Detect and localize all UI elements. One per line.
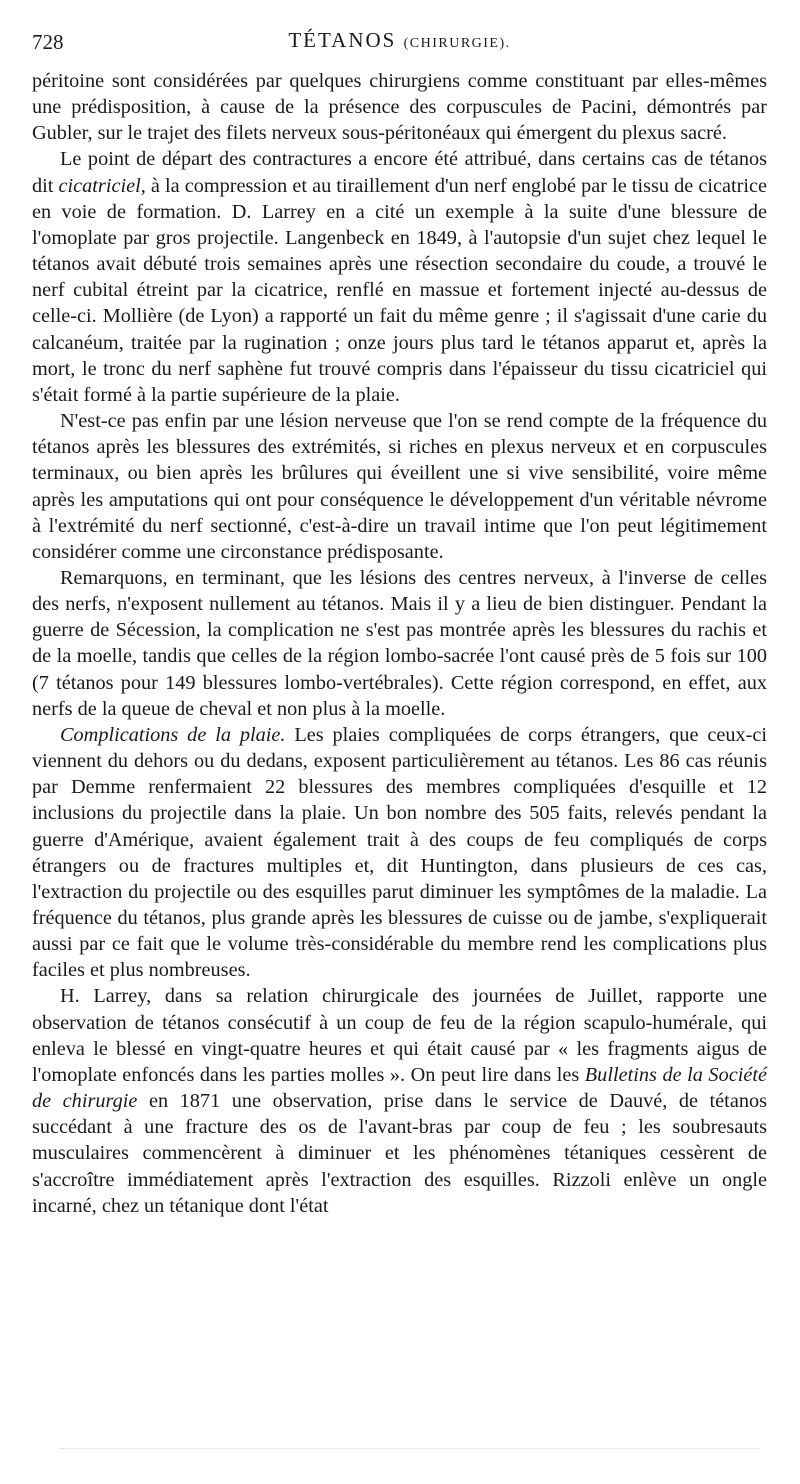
italic-text: cicatriciel, bbox=[58, 174, 146, 197]
paragraph bbox=[32, 565, 767, 722]
body-text bbox=[32, 68, 767, 1219]
running-title bbox=[32, 28, 767, 53]
text-run: péritoine sont considérées par quelques chirurgiens comme constituant par elles-mêmes une prédisposition, à cause de la présence des corpuscules de Pacini, démontrés par Gubler, sur le trajet des filets nerveux sous-péritonéaux qui émergent du plexus sacré. bbox=[32, 70, 767, 145]
paragraph bbox=[32, 146, 767, 408]
text-run: H. Larrey, dans sa relation chirurgicale des journées de Juillet, rapporte une observation de tétanos consécutif à un coup de feu de la région scapulo-humérale, qui enleva le blessé en vingt-quatre heures et qui était causé par « les fragments aigus de l'omoplate enfoncés dans les parties molles ». On peut lire dans les bbox=[32, 985, 767, 1086]
paragraph bbox=[32, 68, 767, 146]
footer-rule bbox=[60, 1440, 760, 1449]
running-title-sub: (CHIRURGIE). bbox=[403, 36, 511, 51]
italic-text: Bulletins de la Société de chirurgie bbox=[32, 1063, 767, 1113]
paragraph bbox=[32, 408, 767, 565]
text-run: Remarquons, en terminant, que les lésions des centres nerveux, à l'inverse de celles des nerfs, n'exposent nullement au tétanos. Mais il y a lieu de bien distinguer. Pendant la guerre de Sécession, la complication ne s'est pas montrée après les blessures du rachis et de la moelle, tandis que celles de la région lombo-sacrée l'ont causé près de 5 fois sur 100 (7 tétanos pour 149 blessures lombo-vertébrales). Cette région correspond, en effet, aux nerfs de la queue de cheval et non plus à la moelle. bbox=[32, 566, 767, 720]
paragraph bbox=[32, 983, 767, 1218]
text-run: Les plaies compliquées de corps étrangers, que ceux-ci viennent du dehors ou du dedans, exposent particulièrement au tétanos. Les 86 cas réunis par Demme renfermaient 22 blessures des membres compliquées d'esquille et 12 inclusions du projectile dans la plaie. Un bon nombre des 505 faits, relevés pendant la guerre d'Amérique, avaient également trait à des coups de feu compliqués de corps étrangers ou de fractures multiples et, dit Huntington, dans plusieurs de ces cas, l'extraction du projectile ou des esquilles parut diminuer les symptômes de la maladie. La fréquence du tétanos, plus grande après les blessures de cuisse ou de jambe, s'expliquerait aussi par ce fait que le volume très-considérable du membre rend les complications plus faciles et plus nombreuses. bbox=[32, 723, 767, 982]
paragraph bbox=[32, 722, 767, 984]
text-run: à la compression et au tiraillement d'un nerf englobé par le tissu de cicatrice en voie de formation. D. Larrey en a cité un exemple à la suite d'une blessure de l'omoplate par gros projectile. Langenbeck en 1849, à l'autopsie d'un sujet chez lequel le tétanos avait débuté trois semaines après une résection secondaire du coude, a trouvé le nerf cubital étreint par la cicatrice, renflé en massue et fortement injecté au-dessus de celle-ci. Mollière (de Lyon) a rapporté un fait du même genre ; il s'agissait d'une carie du calcanéum, traitée par la rugination ; onze jours plus tard le tétanos apparut et, après la mort, le tronc du nerf saphène fut trouvé compris dans l'épaisseur du tissu cicatriciel qui s'était formé à la partie supérieure de la plaie. bbox=[32, 174, 767, 406]
text-run: N'est-ce pas enfin par une lésion nerveuse que l'on se rend compte de la fréquence du tétanos après les blessures des extrémités, si riches en plexus nerveux et en corpuscules terminaux, ou bien après les brûlures qui éveillent une si vive sensibilité, voire même après les amputations qui ont pour conséquence le développement d'un véritable névrome à l'extrémité du nerf sectionné, c'est-à-dire un travail intime que l'on peut légitimement considérer comme une circonstance prédisposante. bbox=[32, 410, 767, 563]
text-run: Le point de départ des contractures a encore été attribué, dans certains cas de tétanos dit bbox=[32, 148, 767, 197]
page-header bbox=[32, 28, 767, 64]
page-number: 728 bbox=[32, 30, 64, 54]
running-title-main: TÉTANOS bbox=[288, 28, 397, 52]
text-run: en 1871 une observation, prise dans le service de Dauvé, de tétanos succédant à une fracture des os de l'avant-bras par coup de feu ; les soubresauts musculaires commencèrent à diminuer et les phénomènes tétaniques cessèrent de s'accroître immédiatement après l'extraction des esquilles. Rizzoli enlève un ongle incarné, chez un tétanique dont l'état bbox=[32, 1090, 767, 1217]
italic-text: Complications de la plaie. bbox=[60, 723, 286, 746]
